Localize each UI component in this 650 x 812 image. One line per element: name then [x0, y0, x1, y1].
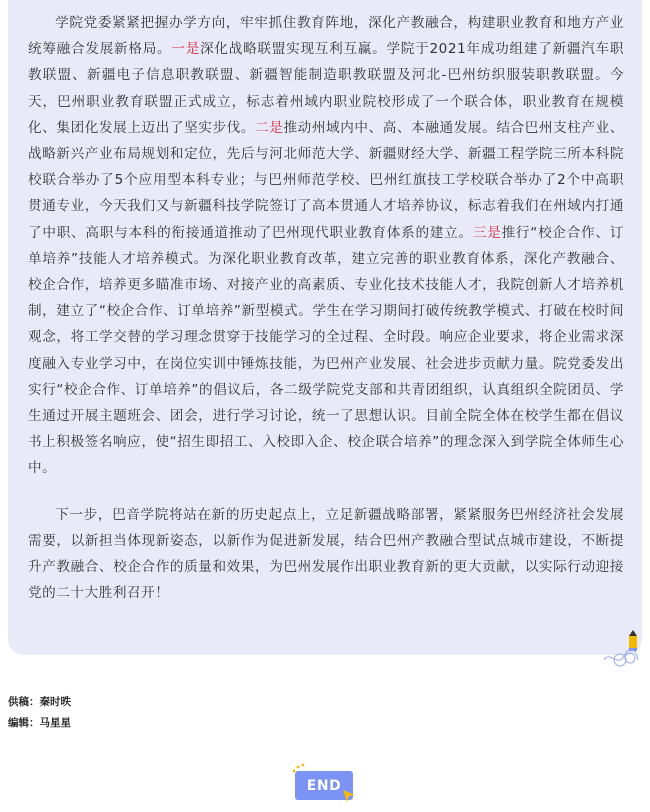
paragraph-text-segment: 推行“校企合作、订单培养”技能人才培养模式。为深化职业教育改革，建立完善的职业教育体系，深化产教融合、校企合作，培养更多瞄准市场、对接产业的高素质、专业化技术技能人才，我院创新人才培养机制，建立了“校企合作、订单培养”新型模式。学生在学习期间打破传统教学模式、打破在校时间观念，将工学交替的学习理念贯穿于技能学习的全过程、全时段。响应企业要求，将企业需求深度融入专业学习中，在岗位实训中锤炼技能，为巴州产业发展、社会进步贡献力量。院党委发出实行“校企合作、订单培养”的倡议后，各二级学院党支部和共青团组织，认真组织全院团员、学生通过开展主题班会、团会，进行学习讨论，统一了思想认识。目前全院全体在校学生都在倡议书上积极签名响应，使“招生即招工、入校即入企、校企联合培养”的理念深入到学院全体师生心中。 — [28, 224, 624, 477]
editor-credit: 编辑：马星星 — [8, 717, 71, 729]
paragraph-text-segment: 学院党委紧紧把握办学方向，牢牢抓住教育阵地，深化产教融合，构建职业教育和地方产业统筹融合发展新格局。 — [28, 15, 624, 58]
highlight-marker: 二是 — [255, 119, 284, 136]
article-paragraph-1 — [28, 10, 624, 482]
contributor-credit: 供稿：秦时昳 — [8, 696, 71, 708]
article-paragraph-2: 下一步，巴音学院将站在新的历史起点上，立足新疆战略部署，紧紧服务巴州经济社会发展需要，以新担当体现新姿态，以新作为促进新发展，结合巴州产教融合型试点城市建设，不断提升产教融合、校企合作的质量和效果，为巴州发展作出职业教育新的更大贡献，以实际行动迎接党的二十大胜利召开！ — [28, 506, 624, 602]
credits — [8, 692, 71, 734]
highlight-marker: 一是 — [171, 41, 201, 58]
paragraph-text-segment: 深化战略联盟实现互利互赢。学院于2021年成功组建了新疆汽车职教联盟、新疆电子信息职教联盟、新疆智能制造职教联盟及河北-巴州纺织服装职教联盟。今天，巴州职业教育联盟正式成立，标志着州域内职业院校形成了一个联合体，职业教育在规模化、集团化发展上迈出了坚实步伐。 — [28, 41, 624, 136]
end-marker — [292, 763, 362, 809]
article-card — [8, 0, 642, 655]
end-badge: END — [295, 771, 353, 800]
swirl-decoration-icon — [600, 642, 642, 668]
paragraph-text-segment: 推动州域内中、高、本融通发展。结合巴州支柱产业、战略新兴产业布局规划和定位，先后与河北师范大学、新疆财经大学、新疆工程学院三所本科院校联合举办了5个应用型本科专业；与巴州师范学校、巴州红旗技工学校联合举办了2个中高职贯通专业，今天我们又与新疆科技学院签订了高本贯通人才培养协议，标志着我们在州域内打通了中职、高职与本科的衔接通道推动了巴州现代职业教育体系的建立。 — [28, 119, 624, 241]
highlight-marker: 三是 — [472, 224, 502, 241]
cursor-arrow-icon — [342, 789, 356, 803]
